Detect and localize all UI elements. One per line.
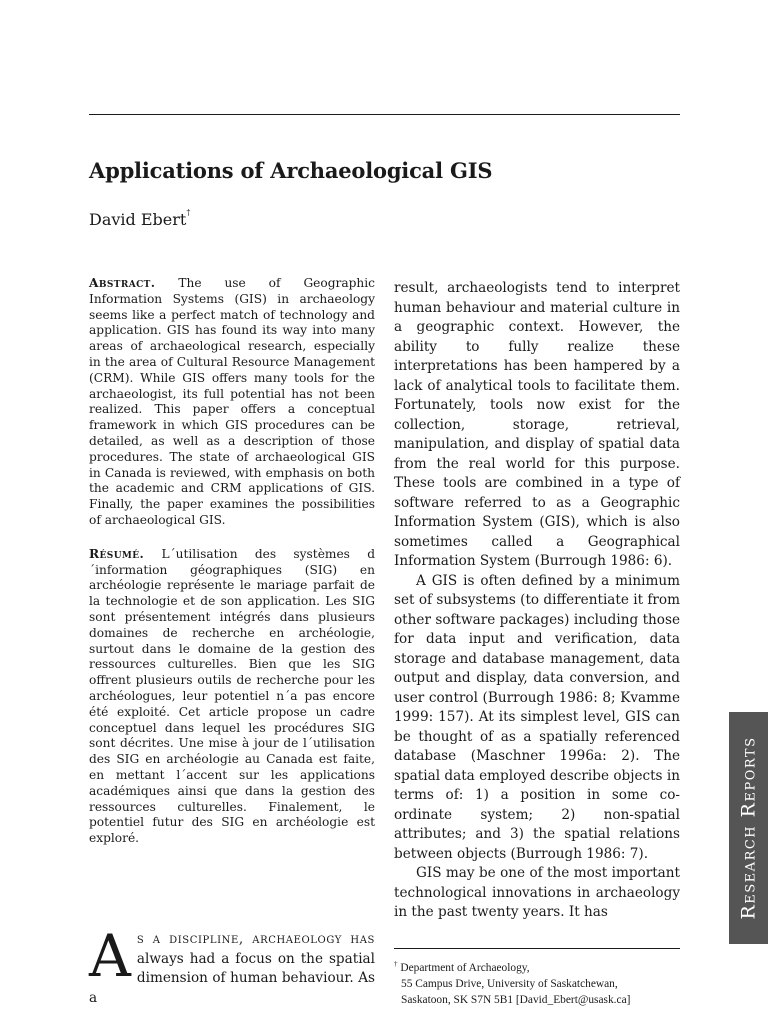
drop-cap: A xyxy=(89,922,131,990)
article-title: Applications of Archaeological GIS xyxy=(89,158,493,183)
footnote xyxy=(394,956,694,1008)
author-text: David Ebert xyxy=(89,210,187,229)
author-name xyxy=(89,210,190,229)
footnote-line-3: Saskatoon, SK S7N 5B1 [David_Ebert@usask.ca] xyxy=(401,993,631,1006)
resume-paragraph xyxy=(89,547,375,847)
footnote-rule xyxy=(394,948,680,949)
abstract-paragraph xyxy=(89,276,375,529)
footnote-mark: † xyxy=(394,960,398,968)
top-rule xyxy=(89,114,680,115)
body-paragraph-2: A GIS is often defined by a minimum set of subsystems (to differentiate it from other software packages) including those for data input and verification, data storage and database management, data output and display, data conversion, and user control (Burrough 1986: 8; Kvamme 1999: 157). At its simplest level, GIS can be thought of as a spatially referenced database (Maschner 1996a: 2). The spatial data employed describe objects in terms of: 1) a position in some co-ordinate system; 2) non-spatial attributes; and 3) the spatial relations between objects (Burrough 1986: 7). xyxy=(394,572,680,862)
intro-text: always had a focus on the spatial dimension of human behaviour. As a xyxy=(89,950,375,1006)
abstract-label: Abstract. xyxy=(89,276,156,290)
abstract-text: The use of Geographic Information Systems (GIS) in archaeology seems like a perfect match of technology and application. GIS has found its way into many areas of archaeological research, especially in the area of Cultural Resource Management (CRM). While GIS offers many tools for the archaeologist, its full potential has not been realized. This paper offers a conceptual framework in which GIS procedures can be detailed, as well as a description of those procedures. The state of archaeological GIS in Canada is reviewed, with emphasis on both the academic and CRM applications of GIS. Finally, the paper examines the possibilities of archaeological GIS. xyxy=(89,276,375,527)
right-column xyxy=(394,279,680,923)
resume-text: L´utilisation des systèmes d´information géographiques (SIG) en archéologie représente le mariage parfait de la technologie et de son application. Les SIG sont présentement intégrés dans plusieurs domaines de recherche en archéologie, surtout dans le domaine de la gestion des ressources culturelles. Bien que les SIG offrent plusieurs outils de recherche pour les archéologues, leur potentiel n´a pas encore été exploité. Cet article propose un cadre conceptuel dans lequel les procédures SIG sont décrites. Une mise à jour de l´utilisation des SIG en archéologie au Canada est faite, en mettant l´accent sur les applications académiques ainsi que dans la gestion des ressources culturelles. Finalement, le potentiel futur des SIG en archéologie est exploré. xyxy=(89,546,375,846)
body-paragraph-3: GIS may be one of the most important technological innovations in archaeology in the past twenty years. It has xyxy=(394,865,680,920)
intro-lead: s a discipline, archaeology has xyxy=(136,931,375,947)
intro-paragraph xyxy=(89,922,375,1008)
footnote-line-1: Department of Archaeology, xyxy=(397,961,530,974)
body-paragraph-1: result, archaeologists tend to interpret human behaviour and material culture in a geographic context. However, the ability to fully realize these interpretations has been hampered by a lack of analytical tools to facilitate them. Fortunately, tools now exist for the collection, storage, retrieval, manipulation, and display of spatial data from the real world for this purpose. These tools are combined in a type of software referred to as a Geographic Information System (GIS), which is also sometimes called a Geographical Information System (Burrough 1986: 6). xyxy=(394,280,680,569)
section-side-tab xyxy=(729,712,768,944)
resume-label: Résumé. xyxy=(89,546,145,561)
left-column xyxy=(89,276,375,847)
section-side-tab-label: Research Reports xyxy=(737,736,760,920)
author-footnote-mark: † xyxy=(186,208,191,217)
footnote-line-2: 55 Campus Drive, University of Saskatchewan, xyxy=(401,977,618,990)
